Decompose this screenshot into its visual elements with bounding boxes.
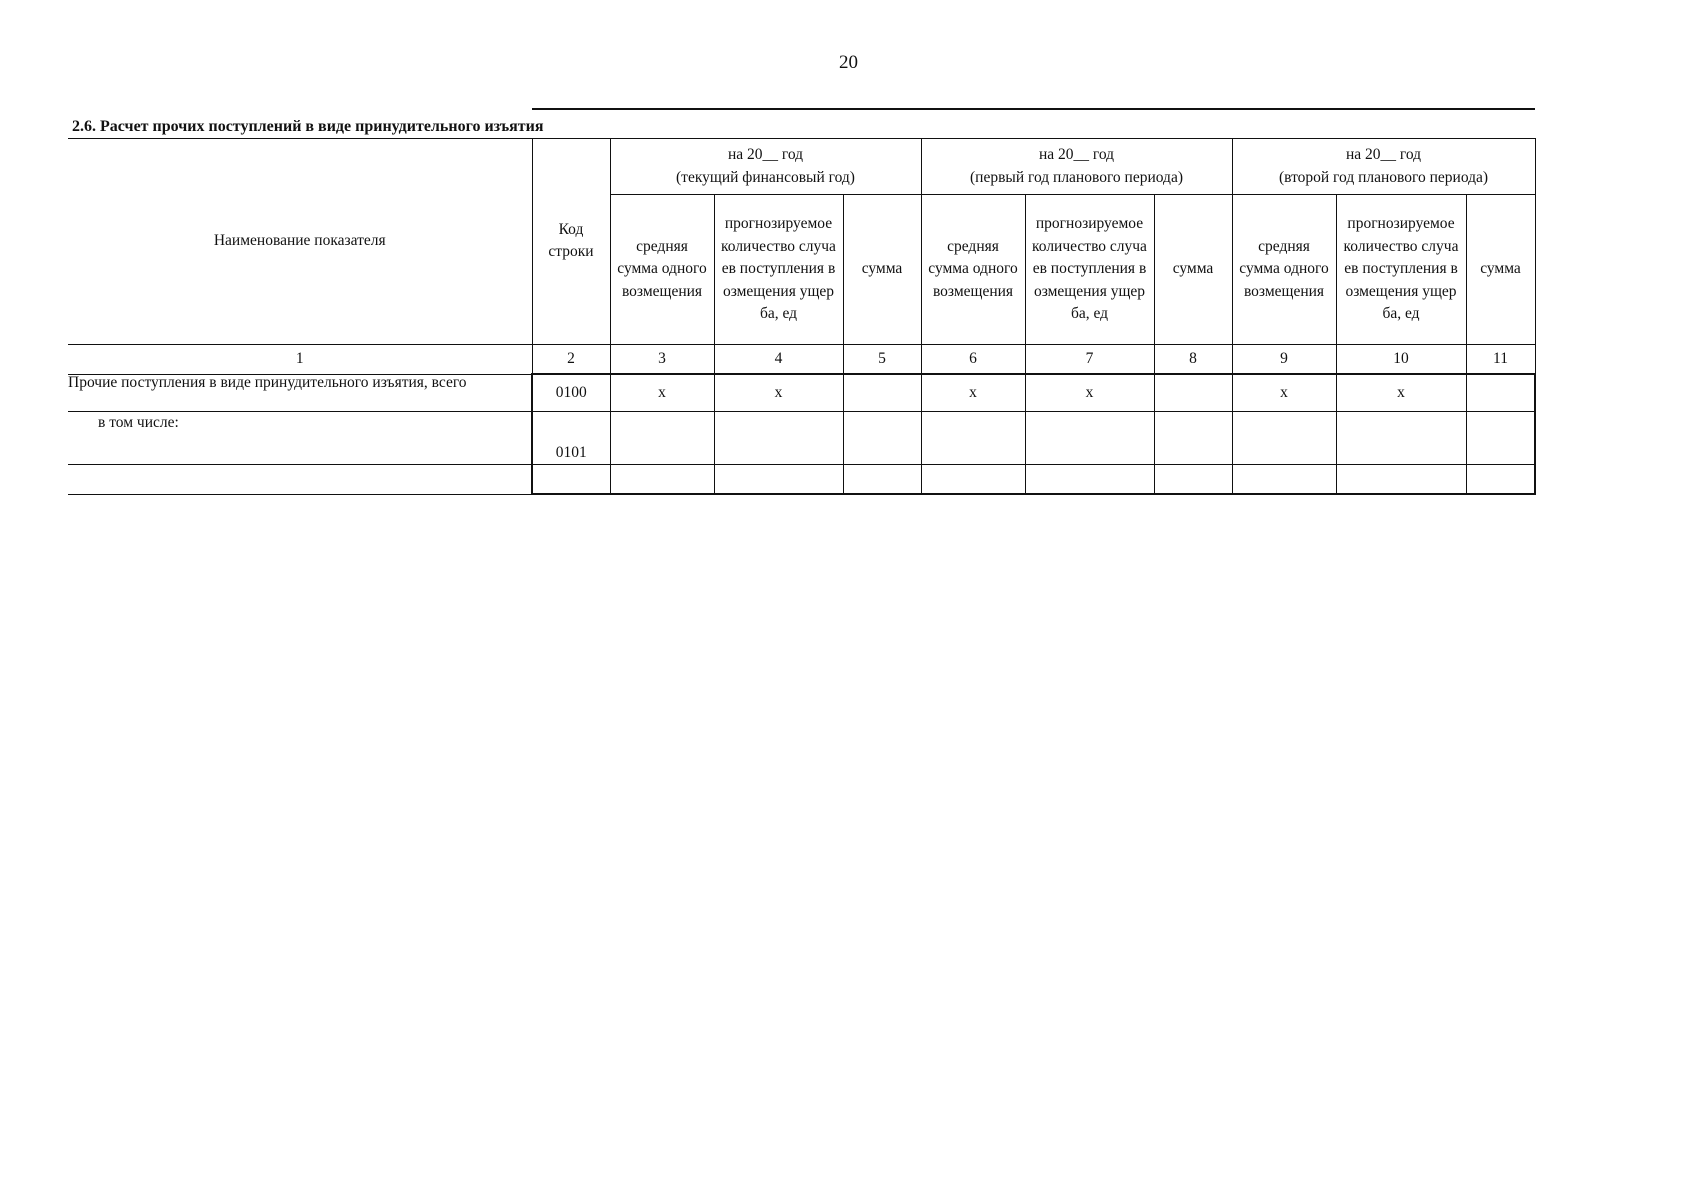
col-num-9: 9	[1232, 345, 1336, 375]
row-total-c9: x	[1232, 374, 1336, 412]
period-first-line1: на 20__ год	[1038, 146, 1115, 163]
row-total-c10: x	[1336, 374, 1466, 412]
sub-avg-2-text: средняя сумма одного возмещения	[928, 237, 1018, 300]
sub-avg-3	[1232, 195, 1336, 345]
row-empty-c7	[1025, 465, 1154, 495]
section-title: 2.6. Расчет прочих поступлений в виде принудительного изъятия	[72, 118, 544, 135]
row-total-c6: x	[921, 374, 1025, 412]
col-num-3: 3	[610, 345, 714, 375]
sub-avg-3-text: средняя сумма одного возмещения	[1239, 237, 1329, 300]
sub-sum-2: сумма	[1154, 195, 1232, 345]
header-name: Наименование показателя	[68, 139, 532, 345]
row-total-c3: x	[610, 374, 714, 412]
sub-count-1-text: прогнозируемое количество случаев поступления возмещения ущерба, ед	[721, 215, 836, 323]
sub-avg-2	[921, 195, 1025, 345]
row-total-name-clip	[68, 375, 531, 411]
row-detail-name: в том числе:	[68, 412, 532, 465]
row-total-c5	[843, 374, 921, 412]
sub-count-3	[1336, 195, 1466, 345]
row-empty-c5	[843, 465, 921, 495]
table-row-detail	[68, 412, 1535, 465]
period-second-line1: на 20__ год	[1345, 146, 1422, 163]
row-detail-c5	[843, 412, 921, 465]
period-current-line1: на 20__ год	[727, 146, 804, 163]
row-empty-c9	[1232, 465, 1336, 495]
row-detail-c8	[1154, 412, 1232, 465]
header-code	[532, 139, 610, 345]
sub-sum-1: сумма	[843, 195, 921, 345]
header-period-current	[610, 139, 921, 195]
sub-count-1	[714, 195, 843, 345]
row-total-c8	[1154, 374, 1232, 412]
row-empty-c8	[1154, 465, 1232, 495]
header-row-periods	[68, 139, 1535, 195]
row-empty-code	[532, 465, 610, 495]
row-detail-c11	[1466, 412, 1535, 465]
row-empty-name	[68, 465, 532, 495]
row-total-name	[68, 374, 532, 412]
row-empty-c3	[610, 465, 714, 495]
col-num-4: 4	[714, 345, 843, 375]
row-detail-c6	[921, 412, 1025, 465]
col-num-1: 1	[68, 345, 532, 375]
sub-sum-3: сумма	[1466, 195, 1535, 345]
sub-avg-1	[610, 195, 714, 345]
sub-avg-1-text: средняя сумма одного возмещения	[617, 237, 707, 300]
period-first-line2: (первый год планового периода)	[970, 168, 1183, 186]
row-total-c4: x	[714, 374, 843, 412]
table-row-total	[68, 374, 1535, 412]
row-detail-c3	[610, 412, 714, 465]
table-row-empty	[68, 465, 1535, 495]
row-empty-c11	[1466, 465, 1535, 495]
row-empty-c6	[921, 465, 1025, 495]
header-period-first-plan	[921, 139, 1232, 195]
col-num-10: 10	[1336, 345, 1466, 375]
calculation-table	[68, 138, 1536, 495]
header-rule	[532, 108, 1535, 110]
sub-count-2	[1025, 195, 1154, 345]
row-total-c7: x	[1025, 374, 1154, 412]
header-period-second-plan	[1232, 139, 1535, 195]
row-empty-c10	[1336, 465, 1466, 495]
row-detail-c4	[714, 412, 843, 465]
page-number: 20	[839, 52, 858, 73]
row-total-code: 0100	[532, 374, 610, 412]
col-num-6: 6	[921, 345, 1025, 375]
row-detail-c7	[1025, 412, 1154, 465]
row-detail-c9	[1232, 412, 1336, 465]
row-total-name-text: Прочие поступления в виде принудительного изъятия, всего	[68, 375, 467, 391]
sub-count-2-text: прогнозируемое количество случаев поступления возмещения ущерба, ед	[1032, 215, 1147, 323]
row-total-c11	[1466, 374, 1535, 412]
col-num-8: 8	[1154, 345, 1232, 375]
col-num-5: 5	[843, 345, 921, 375]
header-code-text: Код строки	[548, 221, 594, 261]
row-empty-c4	[714, 465, 843, 495]
sub-count-3-text: прогнозируемое количество случаев поступления возмещения ущерба, ед	[1343, 215, 1459, 323]
col-num-11: 11	[1466, 345, 1535, 375]
period-current-line2: (текущий финансовый год)	[676, 168, 855, 186]
row-detail-code: 0101	[532, 412, 610, 465]
col-num-7: 7	[1025, 345, 1154, 375]
col-num-2: 2	[532, 345, 610, 375]
row-detail-c10	[1336, 412, 1466, 465]
column-number-row	[68, 345, 1535, 375]
period-second-line2: (второй год планового периода)	[1278, 168, 1489, 186]
